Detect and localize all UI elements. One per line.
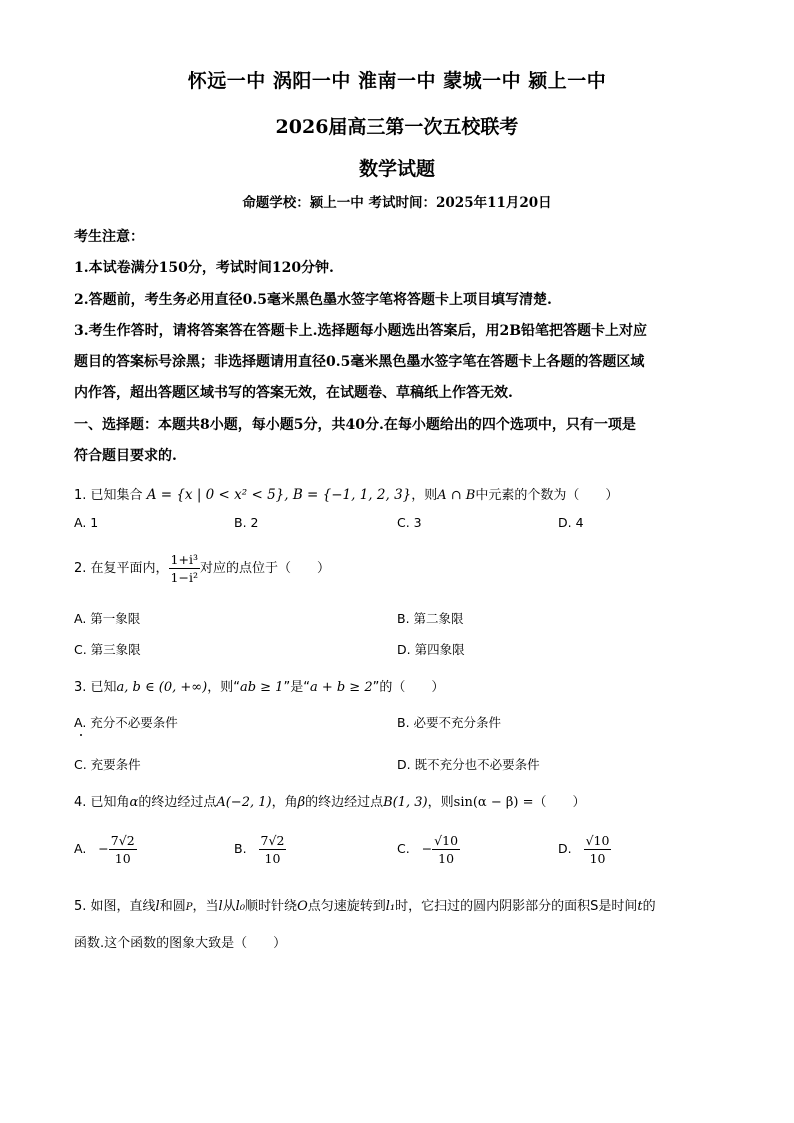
q5-line-l-2: l	[218, 899, 223, 914]
q2-option-d: D. 第四象限	[397, 642, 465, 657]
q3-option-b: B. 必要不充分条件	[397, 715, 502, 730]
q3-mid-2: ”是“	[283, 680, 310, 695]
q4-option-d-label: D.	[558, 841, 572, 856]
schools-title: 怀远一中 涡阳一中 淮南一中 蒙城一中 颍上一中	[187, 70, 607, 92]
q5-text-f: 点匀速旋转到	[307, 899, 386, 914]
section-1-line-1: 一、选择题：本题共8小题，每小题5分，共40分.在每小题给出的四个选项中，只有一项是	[74, 417, 636, 433]
q4-point-a: A(−2, 1)	[216, 795, 272, 810]
exam-title: 2026届高三第一次五校联考	[275, 116, 519, 138]
q4-expr: sin(α − β) =	[453, 795, 534, 810]
q3-option-c: C. 充要条件	[74, 757, 141, 772]
q4-option-a-denominator: 10	[114, 851, 131, 866]
q4-option-c	[397, 832, 460, 867]
exam-meta: 命题学校：颍上一中 考试时间：2025年11月20日	[242, 195, 552, 211]
q1-option-c: C. 3	[397, 515, 422, 530]
q4-option-c-numerator: √10	[434, 833, 459, 848]
q4-mid-2: ，角	[271, 795, 298, 810]
notice-item-3-line-3: 内作答，超出答题区域书写的答案无效，在试题卷、草稿纸上作答无效.	[74, 385, 513, 401]
question-1	[74, 484, 618, 503]
q3-post: ”的（ ）	[372, 680, 445, 695]
q4-option-b-denominator: 10	[264, 851, 281, 866]
q2-option-c: C. 第三象限	[74, 642, 141, 657]
q4-option-d-denominator: 10	[589, 851, 606, 866]
q4-option-a	[74, 832, 137, 867]
q4-option-b-numerator: 7√2	[260, 833, 285, 848]
q1-post: ，则	[411, 488, 438, 503]
notice-item-3-line-2: 题目的答案标号涂黑；非选择题请用直径0.5毫米黑色墨水签字笔在答题卡上各题的答题区域	[74, 354, 645, 370]
q5-text-h: 的	[642, 899, 656, 914]
q2-denominator: 1−i²	[170, 570, 198, 585]
q5-text-b: 和圆	[159, 899, 186, 914]
q4-option-a-label: A.	[74, 841, 87, 856]
q2-post: 对应的点位于（ ）	[199, 561, 330, 576]
q1-prefix: 1. 已知集合	[74, 488, 143, 503]
q4-option-b-fraction	[259, 832, 287, 867]
q5-line-l0: l₀	[235, 899, 246, 914]
q5-text-e: 顺时针绕	[245, 899, 298, 914]
section-1-line-2: 符合题目要求的.	[74, 448, 177, 464]
q1-option-b: B. 2	[234, 515, 259, 530]
stray-dot	[80, 734, 82, 736]
q4-option-a-fraction	[109, 832, 137, 867]
q2-fraction	[169, 551, 200, 586]
q1-set-b: , B = {−1, 1, 2, 3}	[284, 487, 412, 503]
question-2	[74, 551, 330, 586]
q4-option-b-label: B.	[234, 841, 247, 856]
q4-option-d-fraction	[584, 832, 612, 867]
q4-prefix: 4. 已知角	[74, 795, 130, 810]
q5-time-t: t	[637, 899, 643, 914]
q3-option-a: A. 充分不必要条件	[74, 715, 178, 730]
notice-item-2: 2.答题前，考生务必用直径0.5毫米黑色墨水签字笔将答题卡上项目填写清楚.	[74, 292, 552, 308]
q5-text-g: 时，它扫过的圆内阴影部分的面积S是时间	[395, 899, 638, 914]
notice-title: 考生注意：	[74, 229, 144, 245]
question-3	[74, 676, 444, 695]
q4-option-c-sign: −	[421, 841, 433, 856]
q2-prefix: 2. 在复平面内，	[74, 561, 169, 576]
q4-option-c-label: C.	[397, 841, 410, 856]
q1-set-a: A = {x | 0 < x² < 5}	[146, 487, 285, 503]
q4-option-c-fraction	[432, 832, 460, 867]
q2-numerator: 1+i³	[170, 552, 198, 567]
q1-option-a: A. 1	[74, 515, 99, 530]
q4-mid-3: 的终边经过点	[305, 795, 384, 810]
q5-circle-p: P	[185, 902, 193, 913]
q4-point-b: B(1, 3)	[383, 795, 428, 810]
question-5-line-1	[74, 895, 656, 914]
q3-p: ab ≥ 1	[239, 680, 284, 695]
q4-post: （ ）	[533, 795, 586, 810]
q3-option-d: D. 既不充分也不必要条件	[397, 757, 540, 772]
q1-option-d: D. 4	[558, 515, 584, 530]
q4-alpha: α	[129, 795, 139, 810]
subject-title: 数学试题	[358, 158, 435, 180]
q4-option-b	[234, 832, 286, 867]
q1-expr: A ∩ B	[437, 488, 476, 503]
q5-text-c: ，当	[192, 899, 219, 914]
q4-option-d	[558, 832, 611, 867]
q4-option-a-numerator: 7√2	[110, 833, 135, 848]
q5-text-a: 5. 如图，直线	[74, 899, 156, 914]
q3-prefix: 3. 已知	[74, 680, 117, 695]
q3-mid-1: ，则“	[207, 680, 240, 695]
q4-beta: β	[297, 795, 306, 810]
q3-q: a + b ≥ 2	[309, 680, 373, 695]
q2-option-b: B. 第二象限	[397, 611, 464, 626]
q1-post2: 中元素的个数为（ ）	[475, 488, 619, 503]
q4-option-a-sign: −	[98, 841, 109, 856]
question-5-line-2: 函数.这个函数的图象大致是（ ）	[74, 936, 287, 951]
notice-item-3-line-1: 3.考生作答时，请将答案答在答题卡上.选择题每小题选出答案后，用2B铅笔把答题卡上对应	[74, 323, 648, 339]
q4-option-d-numerator: √10	[585, 833, 610, 848]
q5-point-o: O	[297, 899, 308, 914]
q5-text-d: 从	[222, 899, 236, 914]
q5-line-l1: l₁	[385, 899, 396, 914]
q5-line-l: l	[155, 899, 160, 914]
question-4	[74, 791, 586, 810]
q2-option-a: A. 第一象限	[74, 611, 141, 626]
notice-item-1: 1.本试卷满分150分，考试时间120分钟.	[74, 260, 334, 276]
q4-option-c-denominator: 10	[438, 851, 455, 866]
q4-mid-1: 的终边经过点	[138, 795, 217, 810]
q4-mid-4: ，则	[427, 795, 454, 810]
q3-condition: a, b ∈ (0, +∞)	[116, 680, 208, 695]
